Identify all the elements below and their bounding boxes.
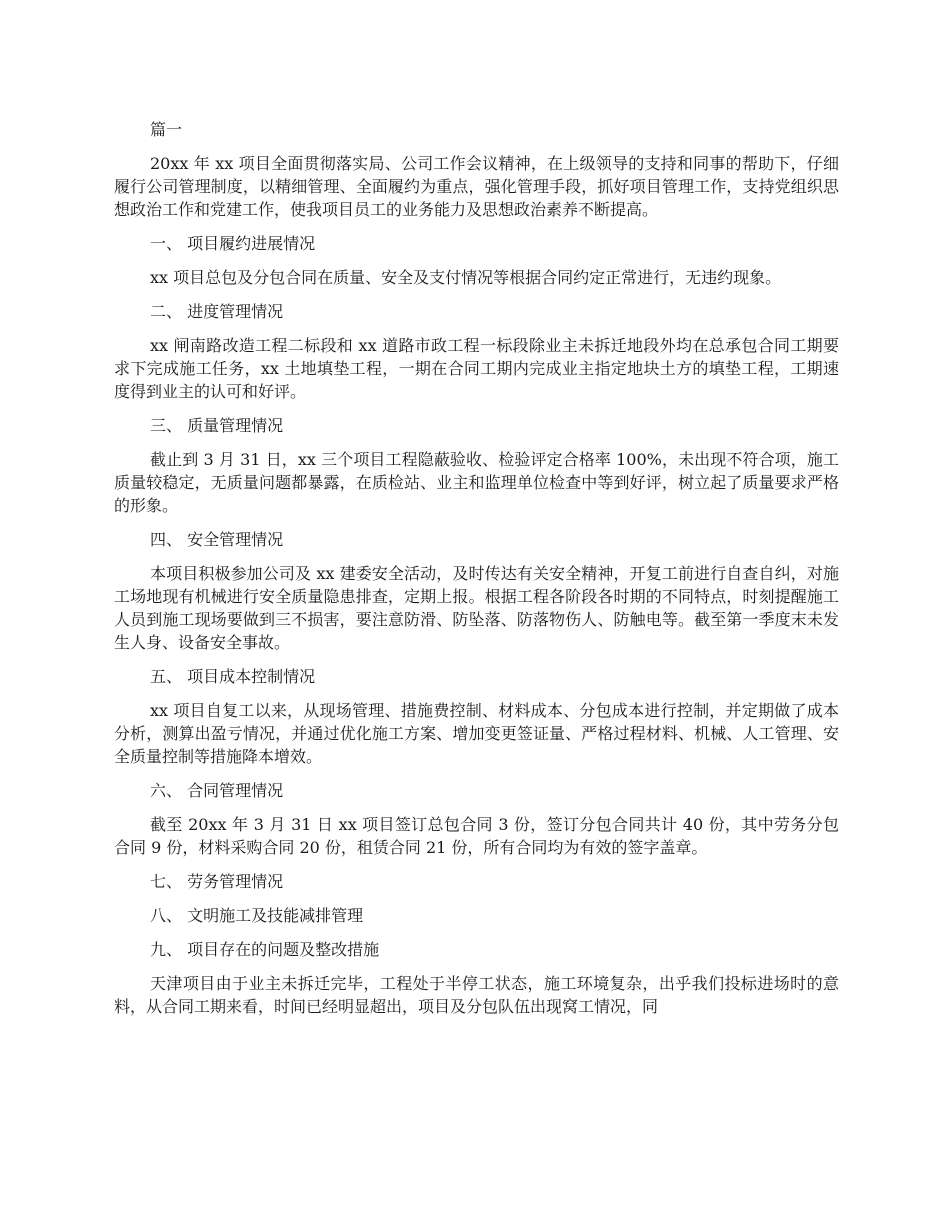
section-heading-6: 六、 合同管理情况 <box>150 781 284 800</box>
section-heading-1: 一、 项目履约进展情况 <box>150 234 316 253</box>
section-heading-2: 二、 进度管理情况 <box>150 302 284 321</box>
section-heading-4: 四、 安全管理情况 <box>150 530 284 549</box>
paragraph-6: 截至 20xx 年 3 月 31 日 xx 项目签订总包合同 3 份，签订分包合同共计 40 份，其中劳务分包合同 9 份，材料采购合同 20 份，租赁合同 21 份，所有合同均为有效的签字盖章。 <box>114 815 839 857</box>
paragraph-2: xx 闸南路改造工程二标段和 xx 道路市政工程一标段除业主未拆迁地段外均在总承包合同工期要求下完成施工任务，xx 土地填垫工程，一期在合同工期内完成业主指定地块土方的填垫工程，工期速度得到业主的认可和好评。 <box>114 336 839 401</box>
section-heading-3: 三、 质量管理情况 <box>150 416 284 435</box>
paragraph-intro: 20xx 年 xx 项目全面贯彻落实局、公司工作会议精神，在上级领导的支持和同事的帮助下，仔细履行公司管理制度，以精细管理、全面履约为重点，强化管理手段，抓好项目管理工作，支持党组织思想政治工作和党建工作，使我项目员工的业务能力及思想政治素养不断提高。 <box>114 154 839 219</box>
paragraph-1: xx 项目总包及分包合同在质量、安全及支付情况等根据合同约定正常进行，无违约现象。 <box>150 268 782 287</box>
section-heading-preface: 篇一 <box>150 120 183 139</box>
document-page <box>114 118 839 1029</box>
paragraph-4: 本项目积极参加公司及 xx 建委安全活动，及时传达有关安全精神，开复工前进行自查自纠，对施工场地现有机械进行安全质量隐患排查，定期上报。根据工程各阶段各时期的不同特点，时刻提醒施工人员到施工现场要做到三不损害，要注意防滑、防坠落、防落物伤人、防触电等。截至第一季度末未发生人身、设备安全事故。 <box>114 564 839 652</box>
section-heading-8: 八、 文明施工及技能减排管理 <box>150 906 364 925</box>
section-heading-7: 七、 劳务管理情况 <box>150 872 284 891</box>
paragraph-3: 截止到 3 月 31 日，xx 三个项目工程隐蔽验收、检验评定合格率 100%，未出现不符合项，施工质量较稳定，无质量问题都暴露，在质检站、业主和监理单位检查中等到好评，树立起了质量要求严格的形象。 <box>114 450 839 515</box>
paragraph-9: 天津项目由于业主未拆迁完毕，工程处于半停工状态，施工环境复杂，出乎我们投标进场时的意料，从合同工期来看，时间已经明显超出，项目及分包队伍出现窝工情况，同 <box>114 974 839 1016</box>
paragraph-5: xx 项目自复工以来，从现场管理、措施费控制、材料成本、分包成本进行控制，并定期做了成本分析，测算出盈亏情况，并通过优化施工方案、增加变更签证量、严格过程材料、机械、人工管理、安全质量控制等措施降本增效。 <box>114 701 839 766</box>
section-heading-5: 五、 项目成本控制情况 <box>150 667 316 686</box>
section-heading-9: 九、 项目存在的问题及整改措施 <box>150 940 380 959</box>
